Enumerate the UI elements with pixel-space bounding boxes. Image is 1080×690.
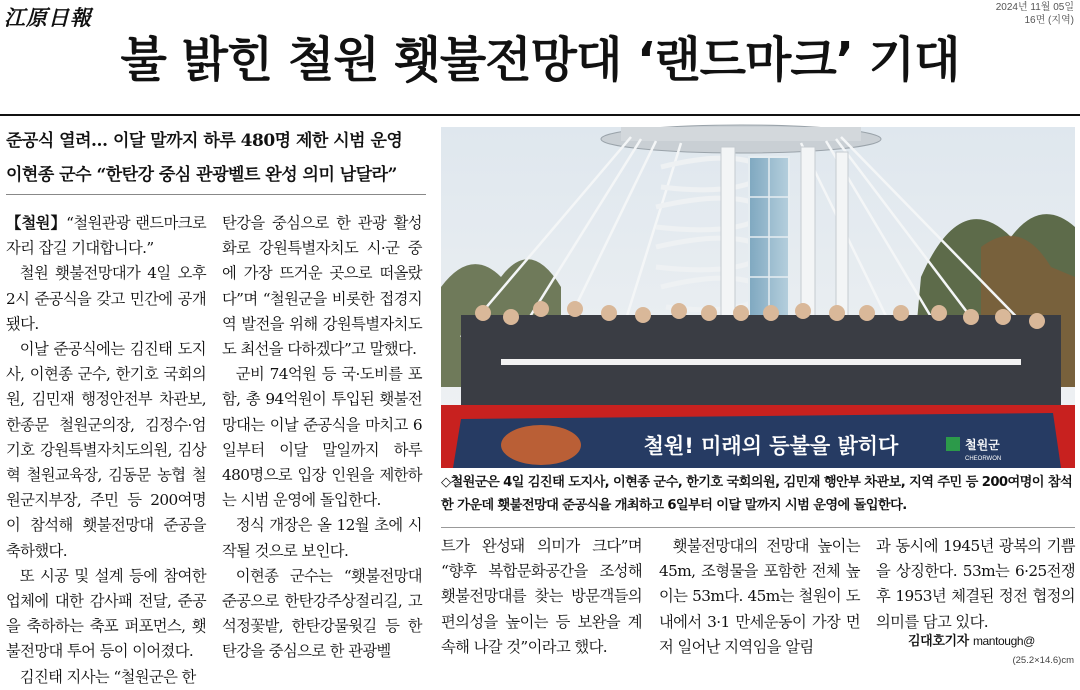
headline-rule xyxy=(0,114,1080,116)
reporter-name: 김대호기자 xyxy=(908,634,969,649)
subhead-1: 준공식 열려… 이달 말까지 하루 480명 제한 시범 운영 xyxy=(6,131,403,151)
photo-caption: ◇철원군은 4일 김진태 도지사, 이현종 군수, 한기호 국회의원, 김민재 행안부 차관보, 지역 주민 등 200여명이 참석한 가운데 횃불전망대 준공식을 개최하고 6일부터 이달 말까지 시범 운영에 돌입한다. xyxy=(441,475,1073,513)
date-info xyxy=(996,1,1074,27)
article-dimensions: (25.2×14.6)cm xyxy=(1012,655,1074,666)
article-paragraph: “철원관광 랜드마크로 자리 잡길 기대합니다.” xyxy=(6,214,207,258)
article-paragraph: 이날 준공식에는 김진태 도지사, 이현종 군수, 한기호 국회의원, 김민재 행정안전부 차관보, 한종문 철원군의장, 김정수·엄기호 강원특별자치도의원, 김상혁 철원교육장, 김동문 농협 철원군지부장, 주민 등 200여명이 참석해 횃불전망대 준공을 축하했다. xyxy=(6,340,206,560)
ceremony-photo xyxy=(441,127,1075,468)
banner-logo-sub: CHEORWON xyxy=(965,456,1002,462)
byline xyxy=(908,630,1035,649)
banner-slogan: 철원! 미래의 등불을 밝히다 xyxy=(643,434,899,458)
article-paragraph: 군비 74억원 등 국·도비를 포함, 총 94억원이 투입된 횃불전망대는 이날 준공식을 마치고 6일부터 이달 말일까지 하루 480명으로 입장 인원을 제한하는 시범 운영에 돌입한다. xyxy=(222,365,422,510)
article-paragraph: 트가 완성돼 의미가 크다”며 “향후 복합문화공간을 조성해 횃불전망대를 찾는 방문객들의 편의성을 높이는 등 보완을 계속해 나갈 것”이라고 했다. xyxy=(441,537,642,656)
article-paragraph: 김진태 지사는 “철원군은 한 xyxy=(19,667,196,686)
article-paragraph: 탄강을 중심으로 한 관광 활성화로 강원특별자치도 시·군 중에 가장 뜨거운 곳으로 떠올랐다”며 “철원군을 비롯한 접경지역 발전을 위해 강원특별자치도도 최선을 다하겠다”고 말했다. xyxy=(222,214,422,359)
issue-date: 2024년 11월 05일 xyxy=(995,2,1074,13)
article-column-1 xyxy=(6,211,207,686)
article-column-2 xyxy=(222,211,422,659)
ceremony-photo-illustration xyxy=(441,127,1075,468)
article-location-tag: 【철원】 xyxy=(6,214,67,232)
headline: 불 밝힌 철원 횃불전망대 ‘랜드마크’ 기대 xyxy=(120,32,960,88)
article-paragraph: 철원 횃불전망대가 4일 오후 2시 준공식을 갖고 민간에 공개됐다. xyxy=(6,264,206,333)
article-paragraph: 횃불전망대의 전망대 높이는 45m, 조형물을 포함한 전체 높이는 53m다. 45m는 철원이 도내에서 3·1 만세운동이 가장 먼저 일어난 지역임을 알림 xyxy=(659,537,860,656)
article-paragraph: 이현종 군수는 “횃불전망대 준공으로 한탄강주상절리길, 고석정꽃밭, 한탄강물윗길 등 한탄강을 중심으로 한 관광벨 xyxy=(222,566,422,661)
article-column-3 xyxy=(441,534,642,660)
banner-logo: 철원군 xyxy=(965,438,1000,452)
article-paragraph: 과 동시에 1945년 광복의 기쁨을 상징한다. 53m는 6·25전쟁 후 1953년 체결된 정전 협정의 의미를 담고 있다. xyxy=(876,537,1075,631)
article-paragraph: 정식 개장은 올 12월 초에 시작될 것으로 보인다. xyxy=(222,516,422,560)
article-column-4 xyxy=(659,534,860,660)
article-paragraph: 또 시공 및 설계 등에 참여한 업체에 대한 감사패 전달, 준공을 축하하는 축포 퍼포먼스, 횃불전망대 투어 등이 이어졌다. xyxy=(6,566,206,661)
subhead-2: 이현종 군수 “한탄강 중심 관광벨트 완성 의미 남달라” xyxy=(6,165,397,185)
subhead-rule xyxy=(6,194,426,195)
reporter-email: mantough@ xyxy=(972,634,1035,648)
article-column-5 xyxy=(876,534,1075,635)
caption-rule xyxy=(441,527,1075,528)
page-info: 16면 (지역) xyxy=(1024,15,1074,26)
masthead-logo: 江原日報 xyxy=(4,5,92,30)
